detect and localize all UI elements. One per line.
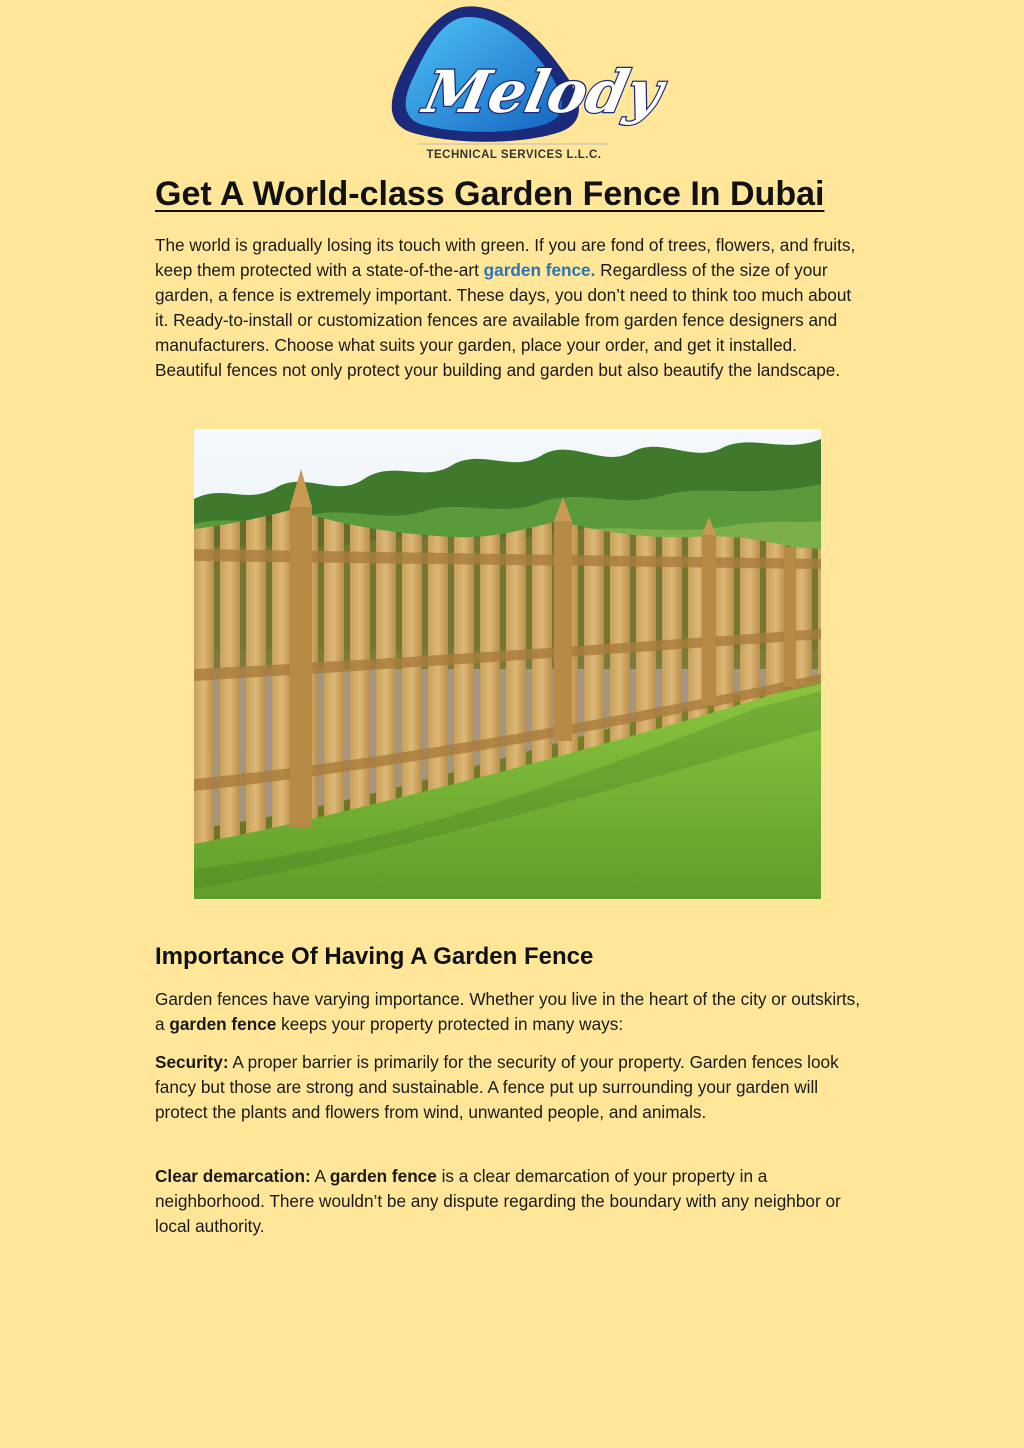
demarcation-label: Clear demarcation: [155, 1166, 311, 1186]
garden-fence-link[interactable]: garden fence. [483, 260, 596, 280]
security-label: Security: [155, 1052, 229, 1072]
security-paragraph [155, 1050, 867, 1125]
importance-paragraph [155, 987, 867, 1037]
page-title: Get A World-class Garden Fence In Dubai [155, 175, 825, 213]
intro-text-1: The world is gradually losing its touch with green. If you are fond of trees, flowers, and fruits, keep them protected with a state-of-the-art [155, 235, 856, 280]
logo-tagline: TECHNICAL SERVICES L.L.C. [426, 149, 602, 161]
fence-photo [194, 429, 821, 899]
importance-text-2: keeps your property protected in many ways: [276, 1014, 624, 1034]
logo-brand: Melody [418, 57, 669, 126]
company-logo [388, 4, 669, 166]
security-text: A proper barrier is primarily for the security of your property. Garden fences look fancy but those are strong and sustainable. A fence put up surrounding your garden will protect the plants and flowers from wind, unwanted people, and animals. [155, 1052, 839, 1122]
intro-paragraph [155, 233, 867, 383]
section-heading: Importance Of Having A Garden Fence [155, 943, 594, 970]
demarcation-paragraph [155, 1164, 867, 1239]
demarcation-bold: garden fence [329, 1166, 437, 1186]
demarcation-text-1: A [310, 1166, 330, 1186]
importance-text-1: Garden fences have varying importance. Whether you live in the heart of the city or outskirts, a [155, 989, 861, 1034]
demarcation-text-2: is a clear demarcation of your property in a neighborhood. There wouldn’t be any dispute regarding the boundary with any neighbor or local authority. [155, 1166, 841, 1236]
importance-bold: garden fence [169, 1014, 277, 1034]
intro-text-2: Regardless of the size of your garden, a fence is extremely important. These days, you don’t need to think too much about it. Ready-to-install or customization fences are available from garden fence designers and manufacturers. Choose what suits your garden, place your order, and get it installed. Beautiful fences not only protect your building and garden but also beautify the landscape. [155, 260, 852, 380]
